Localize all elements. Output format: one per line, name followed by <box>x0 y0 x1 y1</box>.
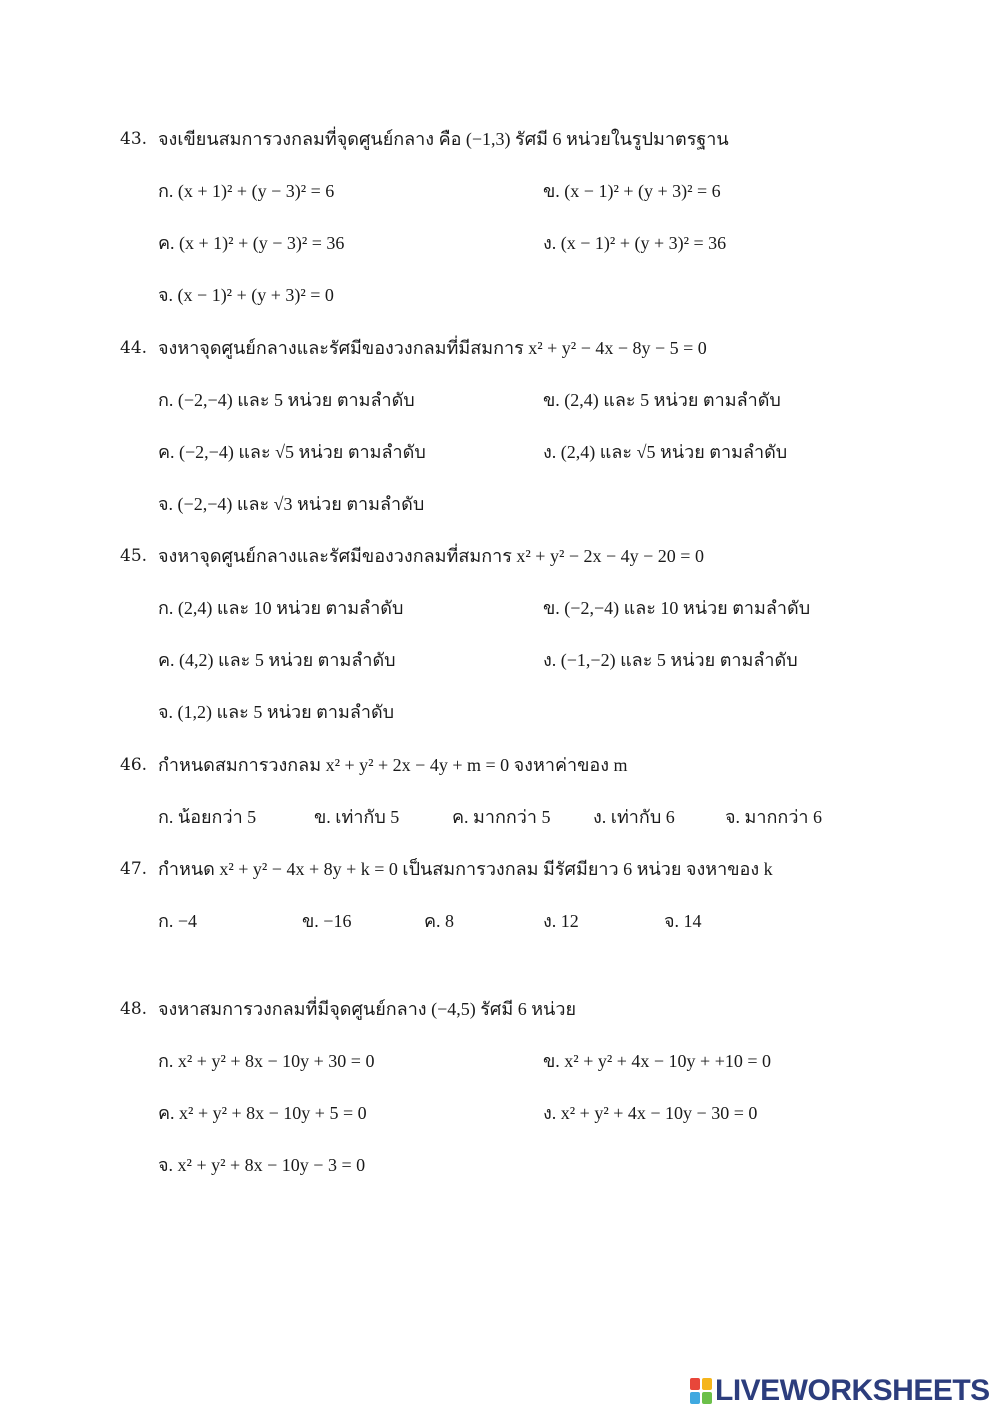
choice-d[interactable]: ง. 12 <box>543 911 579 931</box>
choice-a[interactable]: ก. (−2,−4) และ 5 หน่วย ตามลำดับ <box>158 390 415 410</box>
question-number: 47. <box>120 859 148 879</box>
question-number: 43. <box>120 129 148 149</box>
logo-square <box>702 1392 712 1404</box>
question-text: จงหาสมการวงกลมที่มีจุดศูนย์กลาง (−4,5) รัศมี 6 หน่วย <box>158 999 577 1019</box>
question-number: 44. <box>120 338 148 358</box>
choice-e[interactable]: จ. (x − 1)² + (y + 3)² = 0 <box>158 285 334 305</box>
choice-b[interactable]: ข. (x − 1)² + (y + 3)² = 6 <box>543 181 721 201</box>
choice-c[interactable]: ค. (4,2) และ 5 หน่วย ตามลำดับ <box>158 650 396 670</box>
question-text: กำหนด x² + y² − 4x + 8y + k = 0 เป็นสมการวงกลม มีรัศมียาว 6 หน่วย จงหาของ k <box>158 859 773 879</box>
choice-c[interactable]: ค. มากกว่า 5 <box>452 807 551 827</box>
choice-d[interactable]: ง. (−1,−2) และ 5 หน่วย ตามลำดับ <box>543 650 798 670</box>
liveworksheets-logo[interactable] <box>690 1374 990 1408</box>
choice-b[interactable]: ข. เท่ากับ 5 <box>314 807 400 827</box>
choice-b[interactable]: ข. x² + y² + 4x − 10y + +10 = 0 <box>543 1051 772 1071</box>
choice-e[interactable]: จ. x² + y² + 8x − 10y − 3 = 0 <box>158 1155 366 1175</box>
logo-square <box>702 1378 712 1390</box>
choice-d[interactable]: ง. (2,4) และ √5 หน่วย ตามลำดับ <box>543 442 788 462</box>
logo-square <box>690 1378 700 1390</box>
choice-a[interactable]: ก. น้อยกว่า 5 <box>158 807 257 827</box>
question-number: 48. <box>120 999 148 1019</box>
question-text: จงเขียนสมการวงกลมที่จุดศูนย์กลาง คือ (−1,3) รัศมี 6 หน่วยในรูปมาตรฐาน <box>158 129 729 149</box>
choice-b[interactable]: ข. (2,4) และ 5 หน่วย ตามลำดับ <box>543 390 781 410</box>
choice-a[interactable]: ก. −4 <box>158 911 198 931</box>
choice-a[interactable]: ก. (x + 1)² + (y − 3)² = 6 <box>158 181 335 201</box>
choice-a[interactable]: ก. (2,4) และ 10 หน่วย ตามลำดับ <box>158 598 404 618</box>
choice-b[interactable]: ข. −16 <box>302 911 352 931</box>
choice-d[interactable]: ง. เท่ากับ 6 <box>593 807 675 827</box>
choice-c[interactable]: ค. (−2,−4) และ √5 หน่วย ตามลำดับ <box>158 442 426 462</box>
choice-c[interactable]: ค. x² + y² + 8x − 10y + 5 = 0 <box>158 1103 367 1123</box>
question-text: จงหาจุดศูนย์กลางและรัศมีของวงกลมที่มีสมการ x² + y² − 4x − 8y − 5 = 0 <box>158 338 707 358</box>
brand-name: LIVEWORKSHEETS <box>715 1374 990 1407</box>
choice-c[interactable]: ค. 8 <box>424 911 455 931</box>
choice-e[interactable]: จ. (1,2) และ 5 หน่วย ตามลำดับ <box>158 702 395 722</box>
logo-square <box>690 1392 700 1404</box>
choice-c[interactable]: ค. (x + 1)² + (y − 3)² = 36 <box>158 233 345 253</box>
choice-e[interactable]: จ. (−2,−4) และ √3 หน่วย ตามลำดับ <box>158 494 425 514</box>
choice-e[interactable]: จ. 14 <box>664 911 702 931</box>
question-text: กำหนดสมการวงกลม x² + y² + 2x − 4y + m = 0 จงหาค่าของ m <box>158 755 628 775</box>
question-number: 45. <box>120 546 148 566</box>
logo-icon <box>690 1378 712 1404</box>
choice-a[interactable]: ก. x² + y² + 8x − 10y + 30 = 0 <box>158 1051 375 1071</box>
choice-b[interactable]: ข. (−2,−4) และ 10 หน่วย ตามลำดับ <box>543 598 811 618</box>
choice-d[interactable]: ง. (x − 1)² + (y + 3)² = 36 <box>543 233 727 253</box>
question-number: 46. <box>120 755 148 775</box>
choice-e[interactable]: จ. มากกว่า 6 <box>725 807 823 827</box>
question-text: จงหาจุดศูนย์กลางและรัศมีของวงกลมที่สมการ x² + y² − 2x − 4y − 20 = 0 <box>158 546 704 566</box>
choice-d[interactable]: ง. x² + y² + 4x − 10y − 30 = 0 <box>543 1103 758 1123</box>
